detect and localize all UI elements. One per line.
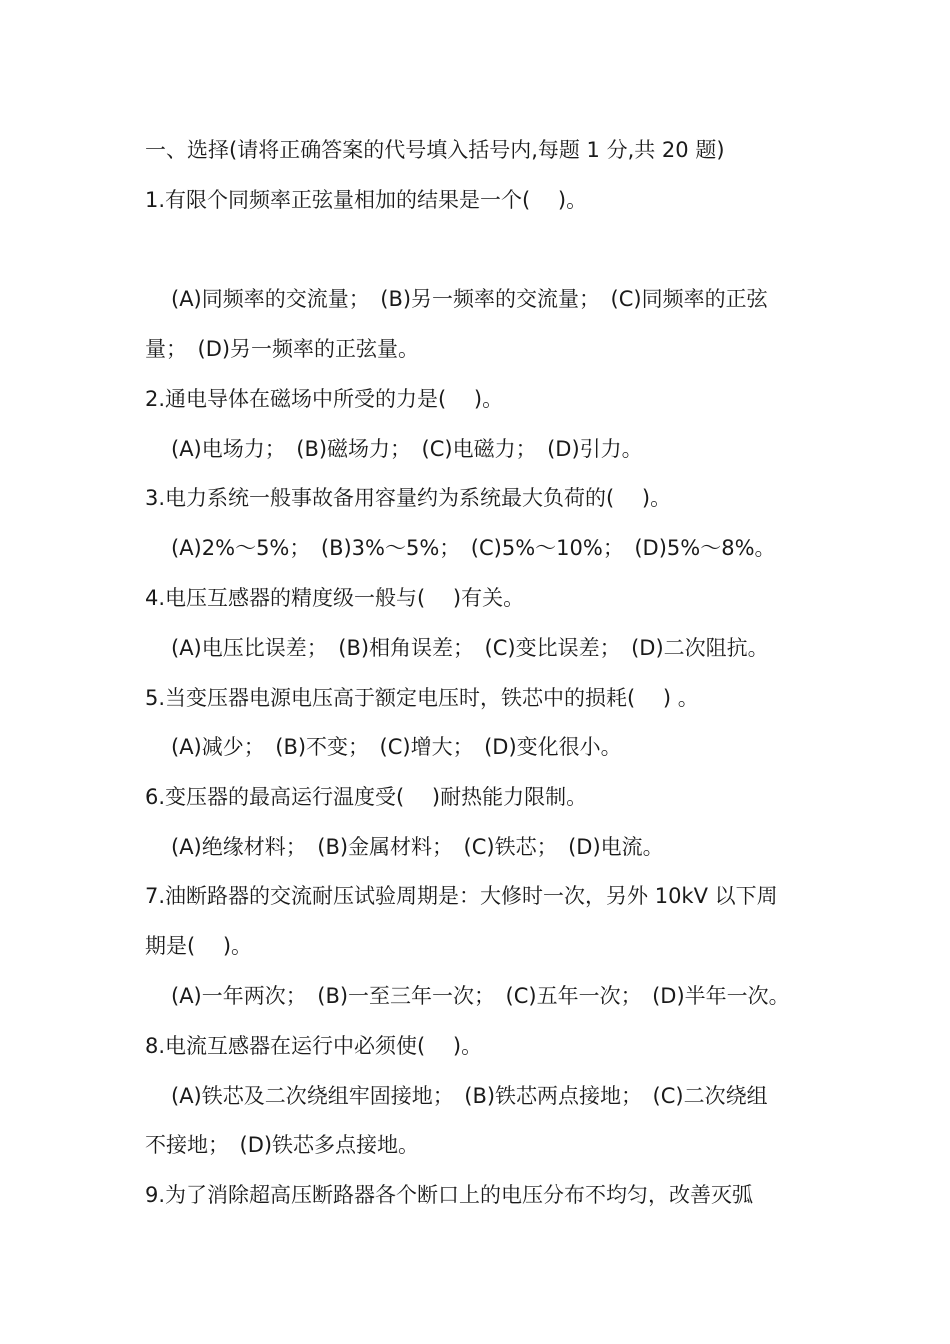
question-8-options: (A)铁芯及二次绕组牢固接地； (B)铁芯两点接地； (C)二次绕组: [171, 1084, 768, 1108]
question-6: 6.变压器的最高运行温度受( )耐热能力限制。: [145, 785, 588, 809]
question-5-options: (A)减少； (B)不变； (C)增大； (D)变化很小。: [171, 735, 622, 759]
question-2-options: (A)电场力； (B)磁场力； (C)电磁力； (D)引力。: [171, 437, 643, 461]
question-8: 8.电流互感器在运行中必须使( )。: [145, 1034, 483, 1058]
question-3-options: (A)2%～5%； (B)3%～5%； (C)5%～10%； (D)5%～8%。: [171, 536, 776, 560]
question-1-options-cont: 量； (D)另一频率的正弦量。: [145, 337, 420, 361]
question-4-options: (A)电压比误差； (B)相角误差； (C)变比误差； (D)二次阻抗。: [171, 636, 769, 660]
section-header: 一、选择(请将正确答案的代号填入括号内,每题 1 分,共 20 题): [145, 138, 725, 162]
question-3: 3.电力系统一般事故备用容量约为系统最大负荷的( )。: [145, 486, 672, 510]
question-4: 4.电压互感器的精度级一般与( )有关。: [145, 586, 525, 610]
question-6-options: (A)绝缘材料； (B)金属材料； (C)铁芯； (D)电流。: [171, 835, 664, 859]
question-7-cont: 期是( )。: [145, 934, 253, 958]
question-5: 5.当变压器电源电压高于额定电压时，铁芯中的损耗( ) 。: [145, 686, 699, 710]
question-1: 1.有限个同频率正弦量相加的结果是一个( )。: [145, 188, 588, 212]
question-8-options-cont: 不接地； (D)铁芯多点接地。: [145, 1133, 420, 1157]
question-9: 9.为了消除超高压断路器各个断口上的电压分布不均匀，改善灭弧: [145, 1183, 754, 1207]
question-7: 7.油断路器的交流耐压试验周期是：大修时一次，另外 10kV 以下周: [145, 884, 778, 908]
question-2: 2.通电导体在磁场中所受的力是( )。: [145, 387, 504, 411]
question-1-options: (A)同频率的交流量； (B)另一频率的交流量； (C)同频率的正弦: [171, 287, 768, 311]
question-7-options: (A)一年两次； (B)一至三年一次； (C)五年一次； (D)半年一次。: [171, 984, 790, 1008]
